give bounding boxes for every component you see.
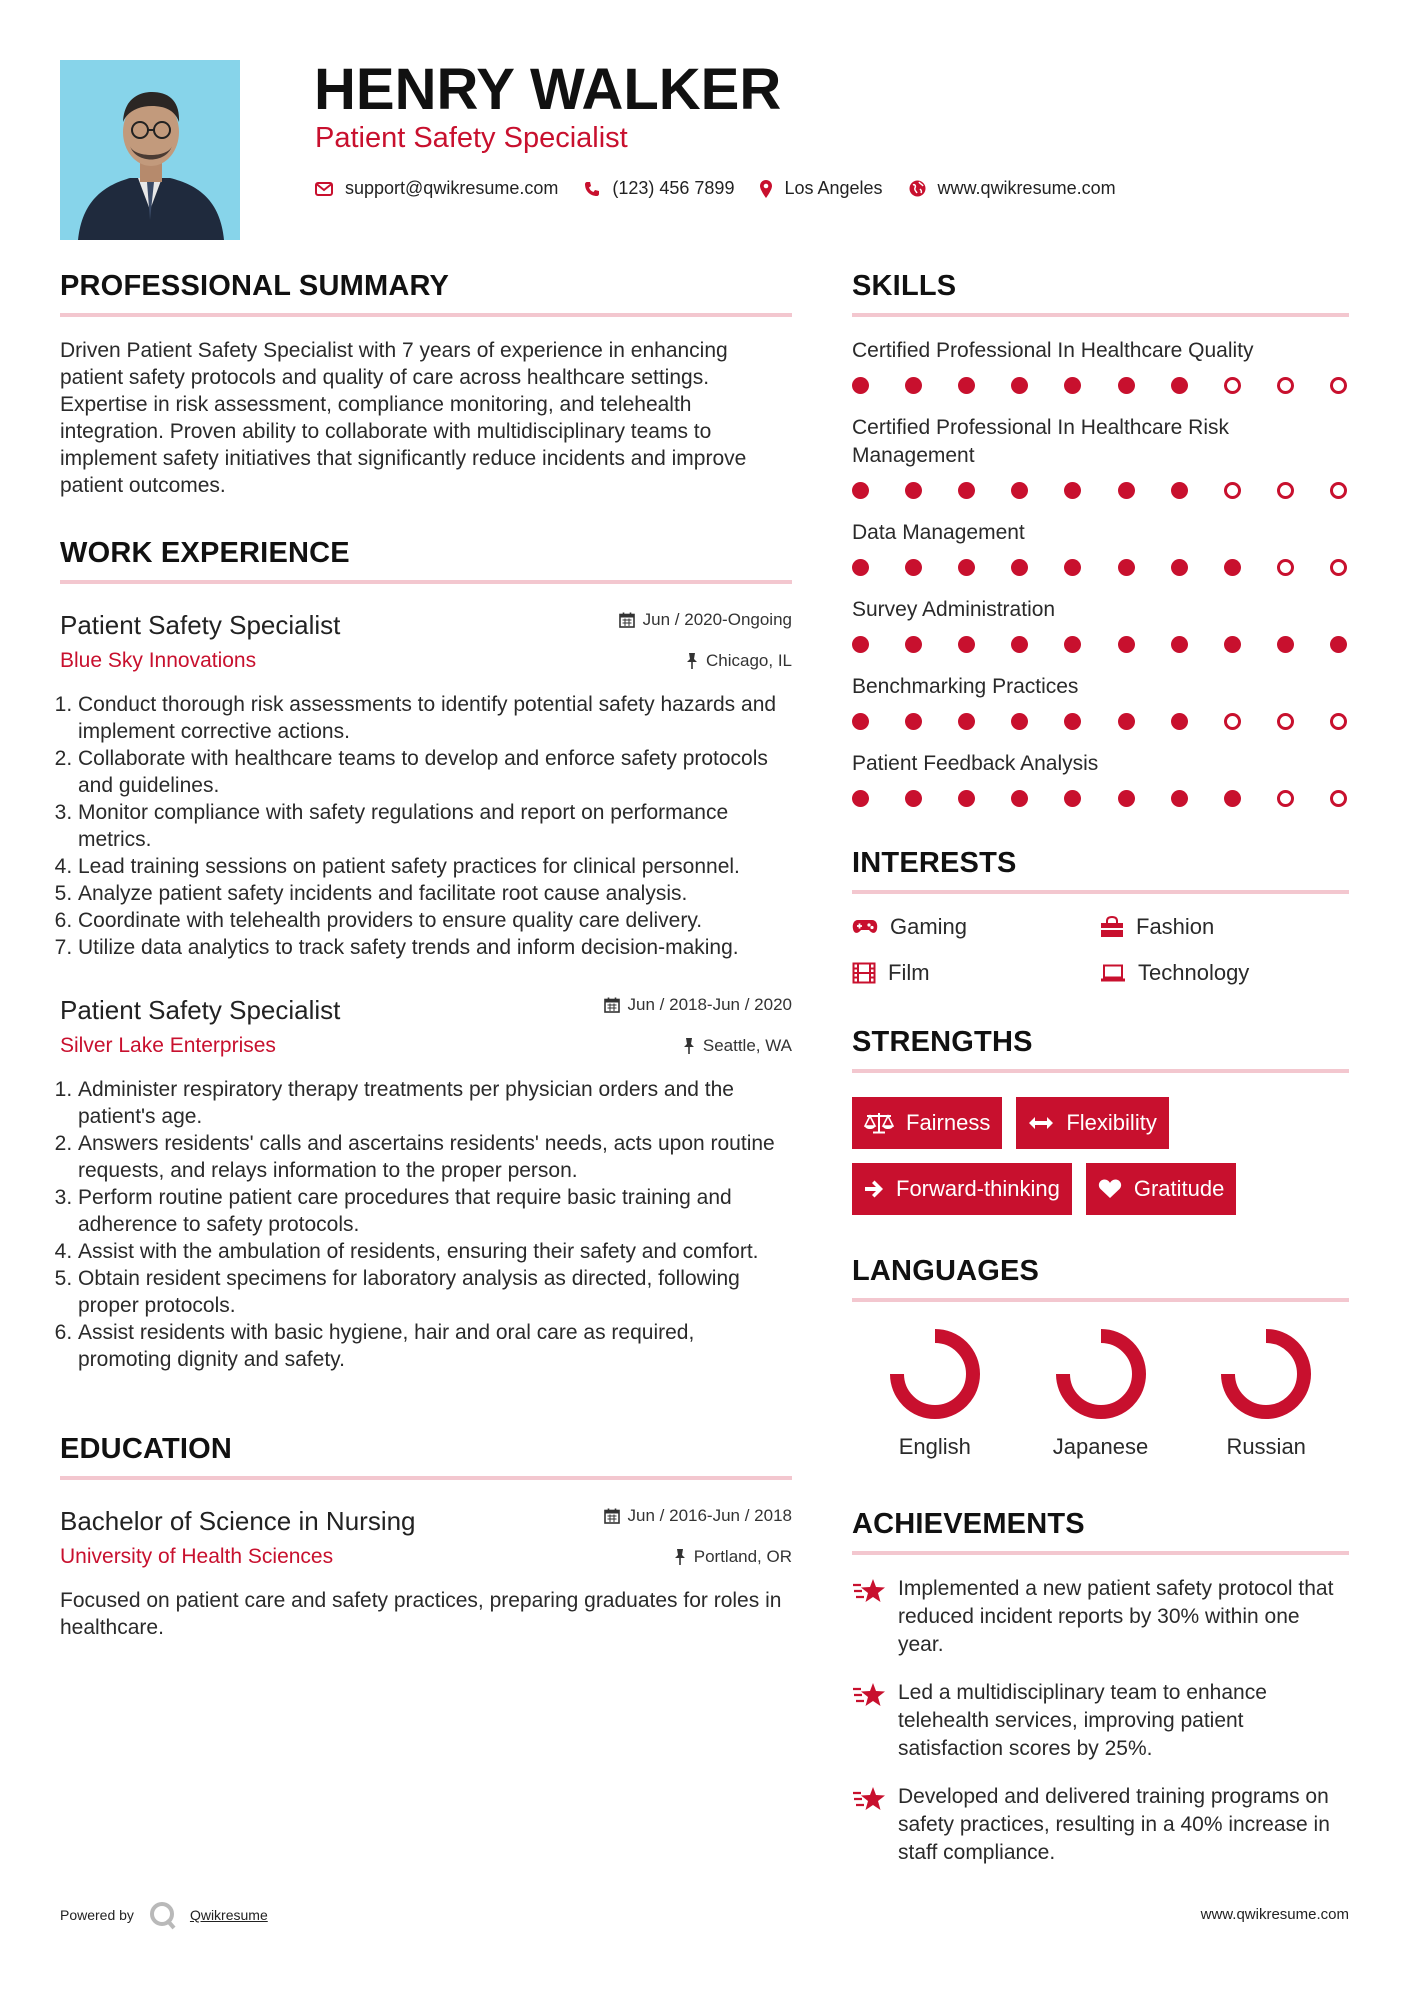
skill-item xyxy=(852,750,1349,807)
rating-dot-filled xyxy=(1118,377,1135,394)
rating-dot-filled xyxy=(852,636,869,653)
rating-dot-filled xyxy=(1011,790,1028,807)
rating-dot-filled xyxy=(1277,636,1294,653)
skill-rating xyxy=(852,482,1349,499)
achievement-text: Led a multidisciplinary team to enhance telehealth services, improving patient satisfaction scores by 25%. xyxy=(898,1681,1267,1760)
rating-dot-filled xyxy=(1011,377,1028,394)
job-location-text: Seattle, WA xyxy=(702,1036,792,1055)
rating-dot-filled xyxy=(1011,482,1028,499)
rating-dot-filled xyxy=(852,790,869,807)
language-level-arc xyxy=(897,1336,973,1412)
rating-dot-empty xyxy=(1277,790,1294,807)
arrow-right-icon xyxy=(864,1180,884,1198)
skill-rating xyxy=(852,377,1349,394)
strengths-section xyxy=(852,1026,1349,1215)
rating-dot-empty xyxy=(1277,713,1294,730)
rating-dot-empty xyxy=(1277,377,1294,394)
rating-dot-empty xyxy=(1224,482,1241,499)
education-description: Focused on patient care and safety practices, preparing graduates for roles in healthcare. xyxy=(60,1589,782,1639)
rating-dot-empty xyxy=(1330,790,1347,807)
list-item: 6. Assist residents with basic hygiene, hair and oral care as required, promoting dignity and safety. xyxy=(78,1319,792,1373)
job-responsibilities xyxy=(60,691,792,961)
contact-phone[interactable] xyxy=(584,178,734,199)
skill-rating xyxy=(852,713,1349,730)
powered-by-label: Powered by xyxy=(60,1907,134,1923)
strength-label: Forward-thinking xyxy=(896,1176,1060,1201)
rating-dot-filled xyxy=(958,377,975,394)
contact-location xyxy=(760,178,882,199)
footer-powered-by xyxy=(60,1900,268,1930)
list-item: 5. Analyze patient safety incidents and facilitate root cause analysis. xyxy=(78,880,792,907)
list-item: 4. Lead training sessions on patient safety practices for clinical personnel. xyxy=(78,853,792,880)
rating-dot-filled xyxy=(1171,482,1188,499)
interests-heading: INTERESTS xyxy=(852,847,1349,894)
rating-dot-filled xyxy=(1064,559,1081,576)
person-portrait xyxy=(60,60,240,240)
contact-website[interactable] xyxy=(909,178,1116,199)
skills-heading: SKILLS xyxy=(852,270,1349,317)
rating-dot-filled xyxy=(1171,636,1188,653)
education-section xyxy=(60,1433,792,1641)
rating-dot-filled xyxy=(1118,482,1135,499)
phone-text: (123) 456 7899 xyxy=(612,178,735,198)
candidate-name: HENRY WALKER xyxy=(314,57,782,122)
languages-section xyxy=(852,1255,1349,1460)
qwikresume-logo-icon xyxy=(148,1900,178,1930)
rating-dot-filled xyxy=(905,713,922,730)
qwikresume-link[interactable]: Qwikresume xyxy=(189,1907,268,1923)
skill-rating xyxy=(852,636,1349,653)
rating-dot-filled xyxy=(905,636,922,653)
company-name: Silver Lake Enterprises xyxy=(60,1034,276,1057)
rating-dot-filled xyxy=(1118,790,1135,807)
rating-dot-empty xyxy=(1277,482,1294,499)
job-responsibilities xyxy=(60,1076,792,1373)
skill-name: Certified Professional In Healthcare Risk Management xyxy=(852,416,1229,467)
rating-dot-filled xyxy=(1064,482,1081,499)
skill-item xyxy=(852,519,1349,576)
education-date-text: Jun / 2016-Jun / 2018 xyxy=(627,1506,792,1525)
shooting-star-icon xyxy=(852,1785,886,1813)
contact-email[interactable] xyxy=(315,178,558,199)
skill-name: Certified Professional In Healthcare Quality xyxy=(852,339,1254,362)
rating-dot-filled xyxy=(958,482,975,499)
list-item: 3. Perform routine patient care procedures that require basic training and adherence to safety protocols. xyxy=(78,1184,792,1238)
achievement-text: Implemented a new patient safety protocol that reduced incident reports by 30% within one year. xyxy=(898,1577,1334,1656)
list-item: 4. Assist with the ambulation of residents, ensuring their safety and comfort. xyxy=(78,1238,792,1265)
globe-icon xyxy=(909,180,926,197)
rating-dot-filled xyxy=(958,636,975,653)
calendar-icon xyxy=(619,612,635,628)
language-level-arc xyxy=(1228,1336,1304,1412)
job-date xyxy=(604,995,792,1015)
list-item: 7. Utilize data analytics to track safety trends and inform decision-making. xyxy=(78,934,792,961)
strength-label: Flexibility xyxy=(1066,1110,1157,1135)
shooting-star-icon xyxy=(852,1577,886,1605)
list-item: 1. Administer respiratory therapy treatments per physician orders and the patient's age. xyxy=(78,1076,792,1130)
language-level-arc xyxy=(1063,1336,1139,1412)
shooting-star-icon xyxy=(852,1681,886,1709)
school-name: University of Health Sciences xyxy=(60,1545,334,1568)
list-item: 2. Answers residents' calls and ascertains residents' needs, acts upon routine requests, and relays information to the proper person. xyxy=(78,1130,792,1184)
list-item: 2. Collaborate with healthcare teams to develop and enforce safety protocols and guidelines. xyxy=(78,745,792,799)
rating-dot-filled xyxy=(1064,377,1081,394)
rating-dot-filled xyxy=(1224,790,1241,807)
rating-dot-filled xyxy=(905,559,922,576)
rating-dot-filled xyxy=(1064,790,1081,807)
rating-dot-empty xyxy=(1224,713,1241,730)
rating-dot-filled xyxy=(852,713,869,730)
rating-dot-filled xyxy=(1118,713,1135,730)
rating-dot-filled xyxy=(905,790,922,807)
interest-item xyxy=(852,914,1100,940)
interest-item xyxy=(1100,914,1348,940)
rating-dot-filled xyxy=(1224,559,1241,576)
education-location xyxy=(674,1547,792,1567)
calendar-icon xyxy=(604,997,620,1013)
candidate-title: Patient Safety Specialist xyxy=(315,122,628,154)
strength-chip xyxy=(1016,1097,1168,1149)
education-location-text: Portland, OR xyxy=(693,1547,792,1566)
job-entry xyxy=(60,995,792,1373)
shopping-bag-icon xyxy=(1100,916,1124,938)
skills-list xyxy=(852,337,1349,807)
skill-name: Benchmarking Practices xyxy=(852,675,1079,698)
list-item: 1. Conduct thorough risk assessments to identify potential safety hazards and implement corrective actions. xyxy=(78,691,792,745)
language-proficiency-ring xyxy=(1218,1326,1314,1422)
list-item: 5. Obtain resident specimens for laboratory analysis as directed, following proper protocols. xyxy=(78,1265,792,1319)
rating-dot-filled xyxy=(1118,636,1135,653)
envelope-icon xyxy=(315,182,333,196)
interest-label: Gaming xyxy=(890,914,968,939)
rating-dot-filled xyxy=(1011,559,1028,576)
arrows-horizontal-icon xyxy=(1028,1116,1054,1130)
phone-icon xyxy=(584,181,600,197)
language-item xyxy=(852,1326,1018,1460)
language-proficiency-ring xyxy=(887,1326,983,1422)
education-date xyxy=(604,1506,792,1526)
work-experience-section xyxy=(60,537,792,1373)
skill-name: Data Management xyxy=(852,521,1025,544)
language-name: Russian xyxy=(1226,1434,1306,1459)
skill-name: Patient Feedback Analysis xyxy=(852,752,1099,775)
strength-chip xyxy=(852,1097,1002,1149)
language-name: Japanese xyxy=(1052,1434,1149,1459)
rating-dot-filled xyxy=(905,482,922,499)
map-marker-icon xyxy=(760,180,772,198)
laptop-icon xyxy=(1100,964,1126,982)
job-location xyxy=(683,1036,792,1056)
skill-name: Survey Administration xyxy=(852,598,1056,621)
rating-dot-filled xyxy=(1171,559,1188,576)
rating-dot-empty xyxy=(1330,482,1347,499)
gamepad-icon xyxy=(852,919,878,935)
languages-list xyxy=(852,1326,1349,1460)
rating-dot-filled xyxy=(1064,713,1081,730)
skill-item xyxy=(852,414,1349,499)
rating-dot-filled xyxy=(1171,713,1188,730)
education-entry xyxy=(60,1506,792,1641)
achievements-heading: ACHIEVEMENTS xyxy=(852,1508,1349,1555)
job-entry xyxy=(60,610,792,961)
achievements-section xyxy=(852,1508,1349,1867)
rating-dot-empty xyxy=(1330,559,1347,576)
skill-rating xyxy=(852,790,1349,807)
skill-item xyxy=(852,596,1349,653)
job-title: Patient Safety Specialist xyxy=(60,995,341,1025)
rating-dot-filled xyxy=(1064,636,1081,653)
job-title: Patient Safety Specialist xyxy=(60,610,341,640)
job-date-text: Jun / 2018-Jun / 2020 xyxy=(627,995,792,1014)
achievement-item xyxy=(852,1783,1349,1867)
rating-dot-filled xyxy=(1171,790,1188,807)
professional-summary-section xyxy=(60,270,792,499)
email-text: support@qwikresume.com xyxy=(345,178,559,198)
job-date-text: Jun / 2020-Ongoing xyxy=(642,610,792,629)
list-item: 3. Monitor compliance with safety regulations and report on performance metrics. xyxy=(78,799,792,853)
strengths-list xyxy=(852,1097,1349,1215)
degree-title: Bachelor of Science in Nursing xyxy=(60,1506,416,1536)
achievement-text: Developed and delivered training programs on safety practices, resulting in a 40% increase in staff compliance. xyxy=(898,1785,1330,1864)
strengths-heading: STRENGTHS xyxy=(852,1026,1349,1073)
pushpin-icon xyxy=(683,1038,695,1054)
rating-dot-filled xyxy=(1330,636,1347,653)
language-proficiency-ring xyxy=(1053,1326,1149,1422)
rating-dot-filled xyxy=(958,790,975,807)
rating-dot-empty xyxy=(1330,713,1347,730)
rating-dot-filled xyxy=(1011,636,1028,653)
rating-dot-empty xyxy=(1224,377,1241,394)
interest-item xyxy=(852,960,1100,986)
job-location xyxy=(686,651,792,671)
job-location-text: Chicago, IL xyxy=(706,651,792,670)
languages-heading: LANGUAGES xyxy=(852,1255,1349,1302)
left-column xyxy=(60,270,792,1641)
rating-dot-filled xyxy=(1118,559,1135,576)
language-name: English xyxy=(898,1434,971,1459)
interests-section xyxy=(852,847,1349,986)
interest-label: Technology xyxy=(1138,960,1250,985)
film-icon xyxy=(852,962,876,984)
achievement-item xyxy=(852,1575,1349,1659)
rating-dot-filled xyxy=(958,559,975,576)
skill-item xyxy=(852,673,1349,730)
summary-text: Driven Patient Safety Specialist with 7 years of experience in enhancing patient safety protocols and quality of care across healthcare settings. Expertise in risk assessment, compliance monitoring, and telehealth integration. Proven ability to collaborate with multidisciplinary teams to implement safety initiatives that significantly reduce incidents and improve patient outcomes. xyxy=(60,339,747,497)
experience-heading: WORK EXPERIENCE xyxy=(60,537,792,584)
summary-heading: PROFESSIONAL SUMMARY xyxy=(60,270,792,317)
language-item xyxy=(1183,1326,1349,1460)
skill-rating xyxy=(852,559,1349,576)
strength-label: Fairness xyxy=(906,1110,991,1135)
skill-item xyxy=(852,337,1349,394)
skills-section xyxy=(852,270,1349,807)
rating-dot-filled xyxy=(1011,713,1028,730)
pushpin-icon xyxy=(686,653,698,669)
strength-chip xyxy=(852,1163,1072,1215)
right-column xyxy=(852,270,1349,1867)
rating-dot-filled xyxy=(852,559,869,576)
strength-label: Gratitude xyxy=(1133,1176,1225,1201)
rating-dot-filled xyxy=(1171,377,1188,394)
education-heading: EDUCATION xyxy=(60,1433,792,1480)
rating-dot-filled xyxy=(852,482,869,499)
interest-label: Film xyxy=(888,960,930,985)
rating-dot-filled xyxy=(1224,636,1241,653)
balance-scale-icon xyxy=(864,1112,894,1134)
job-date xyxy=(619,610,792,630)
location-text: Los Angeles xyxy=(784,178,883,198)
calendar-icon xyxy=(604,1508,620,1524)
rating-dot-empty xyxy=(1330,377,1347,394)
achievement-item xyxy=(852,1679,1349,1763)
language-item xyxy=(1018,1326,1184,1460)
heart-icon xyxy=(1098,1179,1122,1199)
pushpin-icon xyxy=(674,1549,686,1565)
website-text: www.qwikresume.com xyxy=(937,178,1116,198)
interests-list xyxy=(852,914,1349,986)
rating-dot-filled xyxy=(852,377,869,394)
strength-chip xyxy=(1086,1163,1237,1215)
interest-item xyxy=(1100,960,1348,986)
contact-bar xyxy=(315,178,1142,199)
company-name: Blue Sky Innovations xyxy=(60,649,257,672)
rating-dot-filled xyxy=(958,713,975,730)
rating-dot-filled xyxy=(905,377,922,394)
profile-photo xyxy=(60,60,240,240)
rating-dot-empty xyxy=(1277,559,1294,576)
list-item: 6. Coordinate with telehealth providers to ensure quality care delivery. xyxy=(78,907,792,934)
footer-website[interactable]: www.qwikresume.com xyxy=(1200,1906,1349,1923)
interest-label: Fashion xyxy=(1136,914,1215,939)
